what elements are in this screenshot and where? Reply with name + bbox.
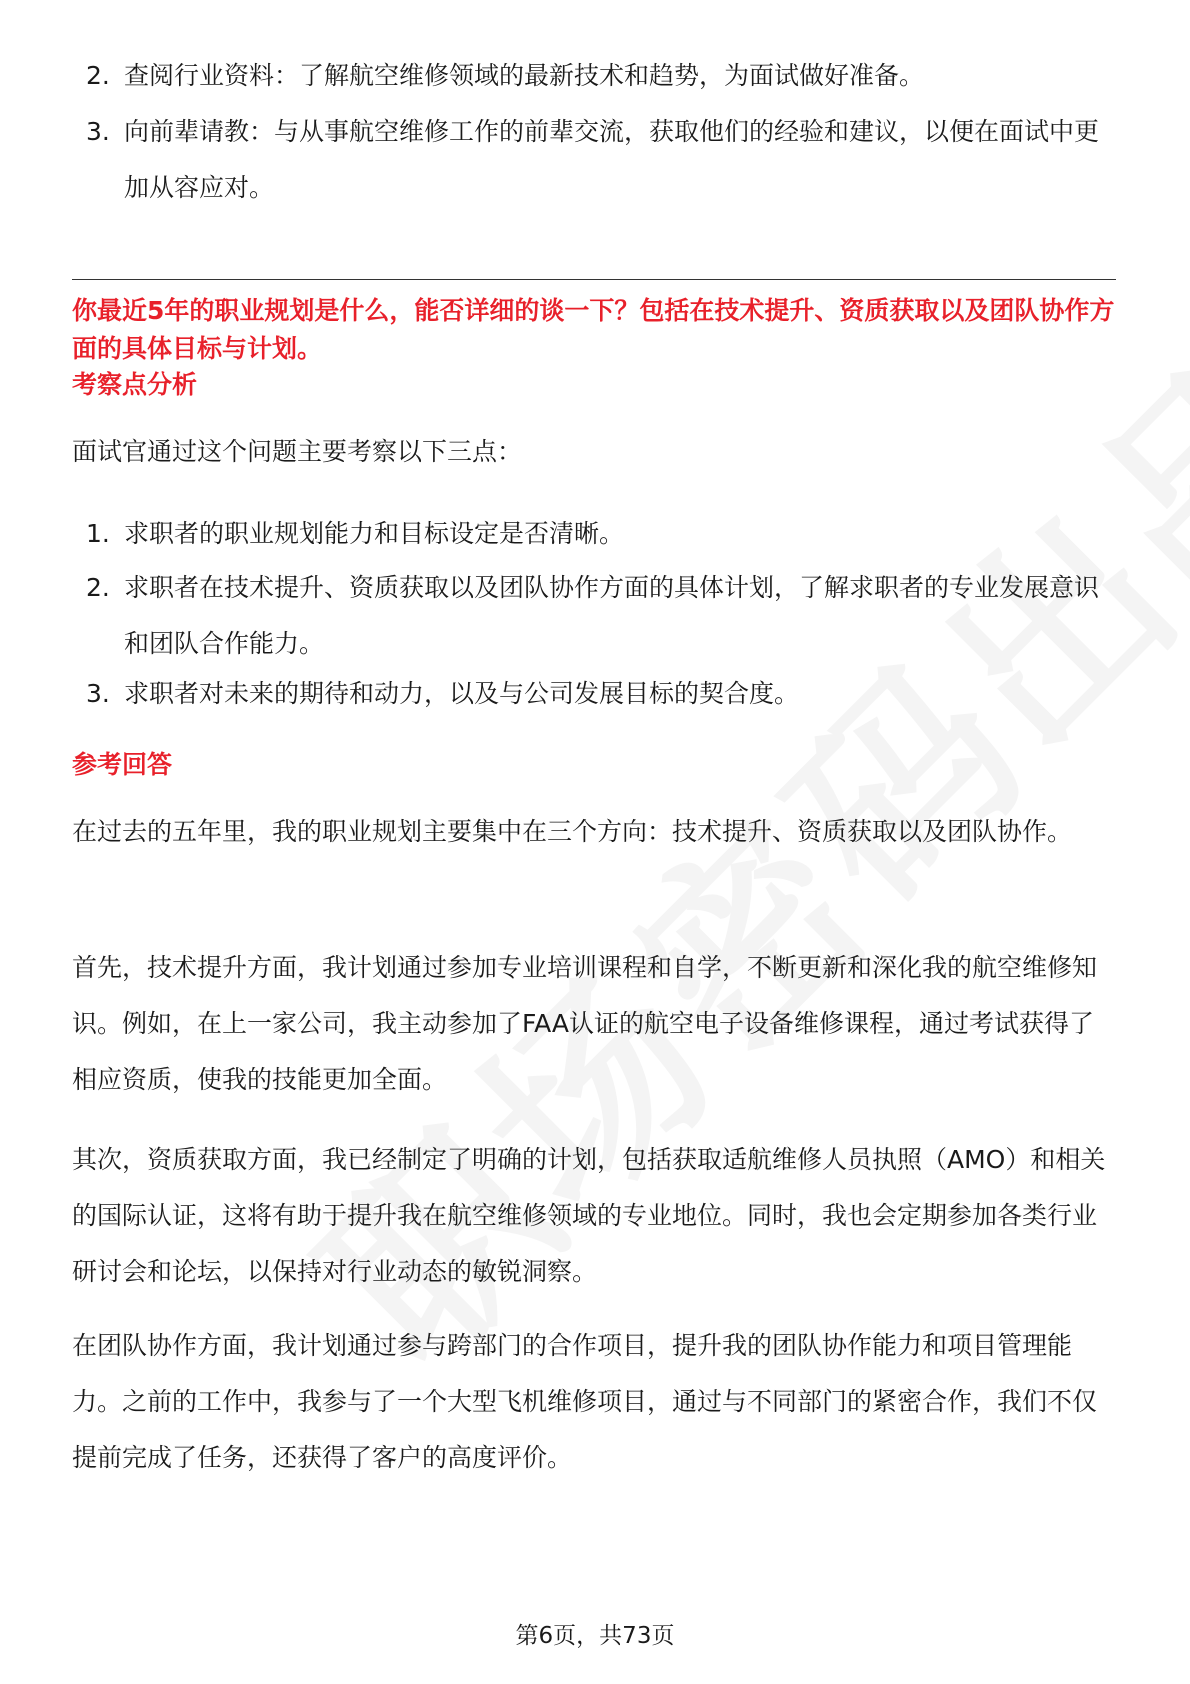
list-number: 2. bbox=[86, 61, 110, 90]
answer-paragraph: 首先，技术提升方面，我计划通过参加专业培训课程和自学，不断更新和深化我的航空维修知识。例如，在上一家公司，我主动参加了FAA认证的航空电子设备维修课程，通过考试获得了相应资质，使我的技能更加全面。 bbox=[72, 953, 1098, 1094]
list-number: 3. bbox=[86, 117, 110, 146]
answer-heading: 参考回答 bbox=[72, 750, 173, 779]
analysis-heading: 考察点分析 bbox=[72, 370, 198, 399]
list-text: 查阅行业资料：了解航空维修领域的最新技术和趋势，为面试做好准备。 bbox=[124, 61, 925, 90]
page-number: 第6页，共73页 bbox=[515, 1623, 675, 1649]
interview-question: 你最近5年的职业规划是什么，能否详细的谈一下？包括在技术提升、资质获取以及团队协作方面的具体目标与计划。 bbox=[72, 296, 1115, 363]
answer-paragraph: 在过去的五年里，我的职业规划主要集中在三个方向：技术提升、资质获取以及团队协作。 bbox=[72, 817, 1073, 846]
section-divider bbox=[72, 279, 1116, 280]
list-number: 2. bbox=[86, 573, 110, 602]
list-text: 向前辈请教：与从事航空维修工作的前辈交流，获取他们的经验和建议，以便在面试中更加从容应对。 bbox=[124, 117, 1100, 202]
list-number: 3. bbox=[86, 679, 110, 708]
answer-paragraph: 在团队协作方面，我计划通过参与跨部门的合作项目，提升我的团队协作能力和项目管理能力。之前的工作中，我参与了一个大型飞机维修项目，通过与不同部门的紧密合作，我们不仅提前完成了任务，还获得了客户的高度评价。 bbox=[72, 1331, 1098, 1472]
list-text: 求职者的职业规划能力和目标设定是否清晰。 bbox=[124, 519, 625, 548]
list-text: 求职者在技术提升、资质获取以及团队协作方面的具体计划，了解求职者的专业发展意识和团队合作能力。 bbox=[124, 573, 1100, 658]
list-text: 求职者对未来的期待和动力，以及与公司发展目标的契合度。 bbox=[124, 679, 800, 708]
answer-paragraph: 其次，资质获取方面，我已经制定了明确的计划，包括获取适航维修人员执照（AMO）和相关的国际认证，这将有助于提升我在航空维修领域的专业地位。同时，我也会定期参加各类行业研讨会和论坛，以保持对行业动态的敏锐洞察。 bbox=[72, 1145, 1106, 1286]
analysis-intro: 面试官通过这个问题主要考察以下三点： bbox=[72, 437, 523, 466]
list-number: 1. bbox=[86, 519, 110, 548]
